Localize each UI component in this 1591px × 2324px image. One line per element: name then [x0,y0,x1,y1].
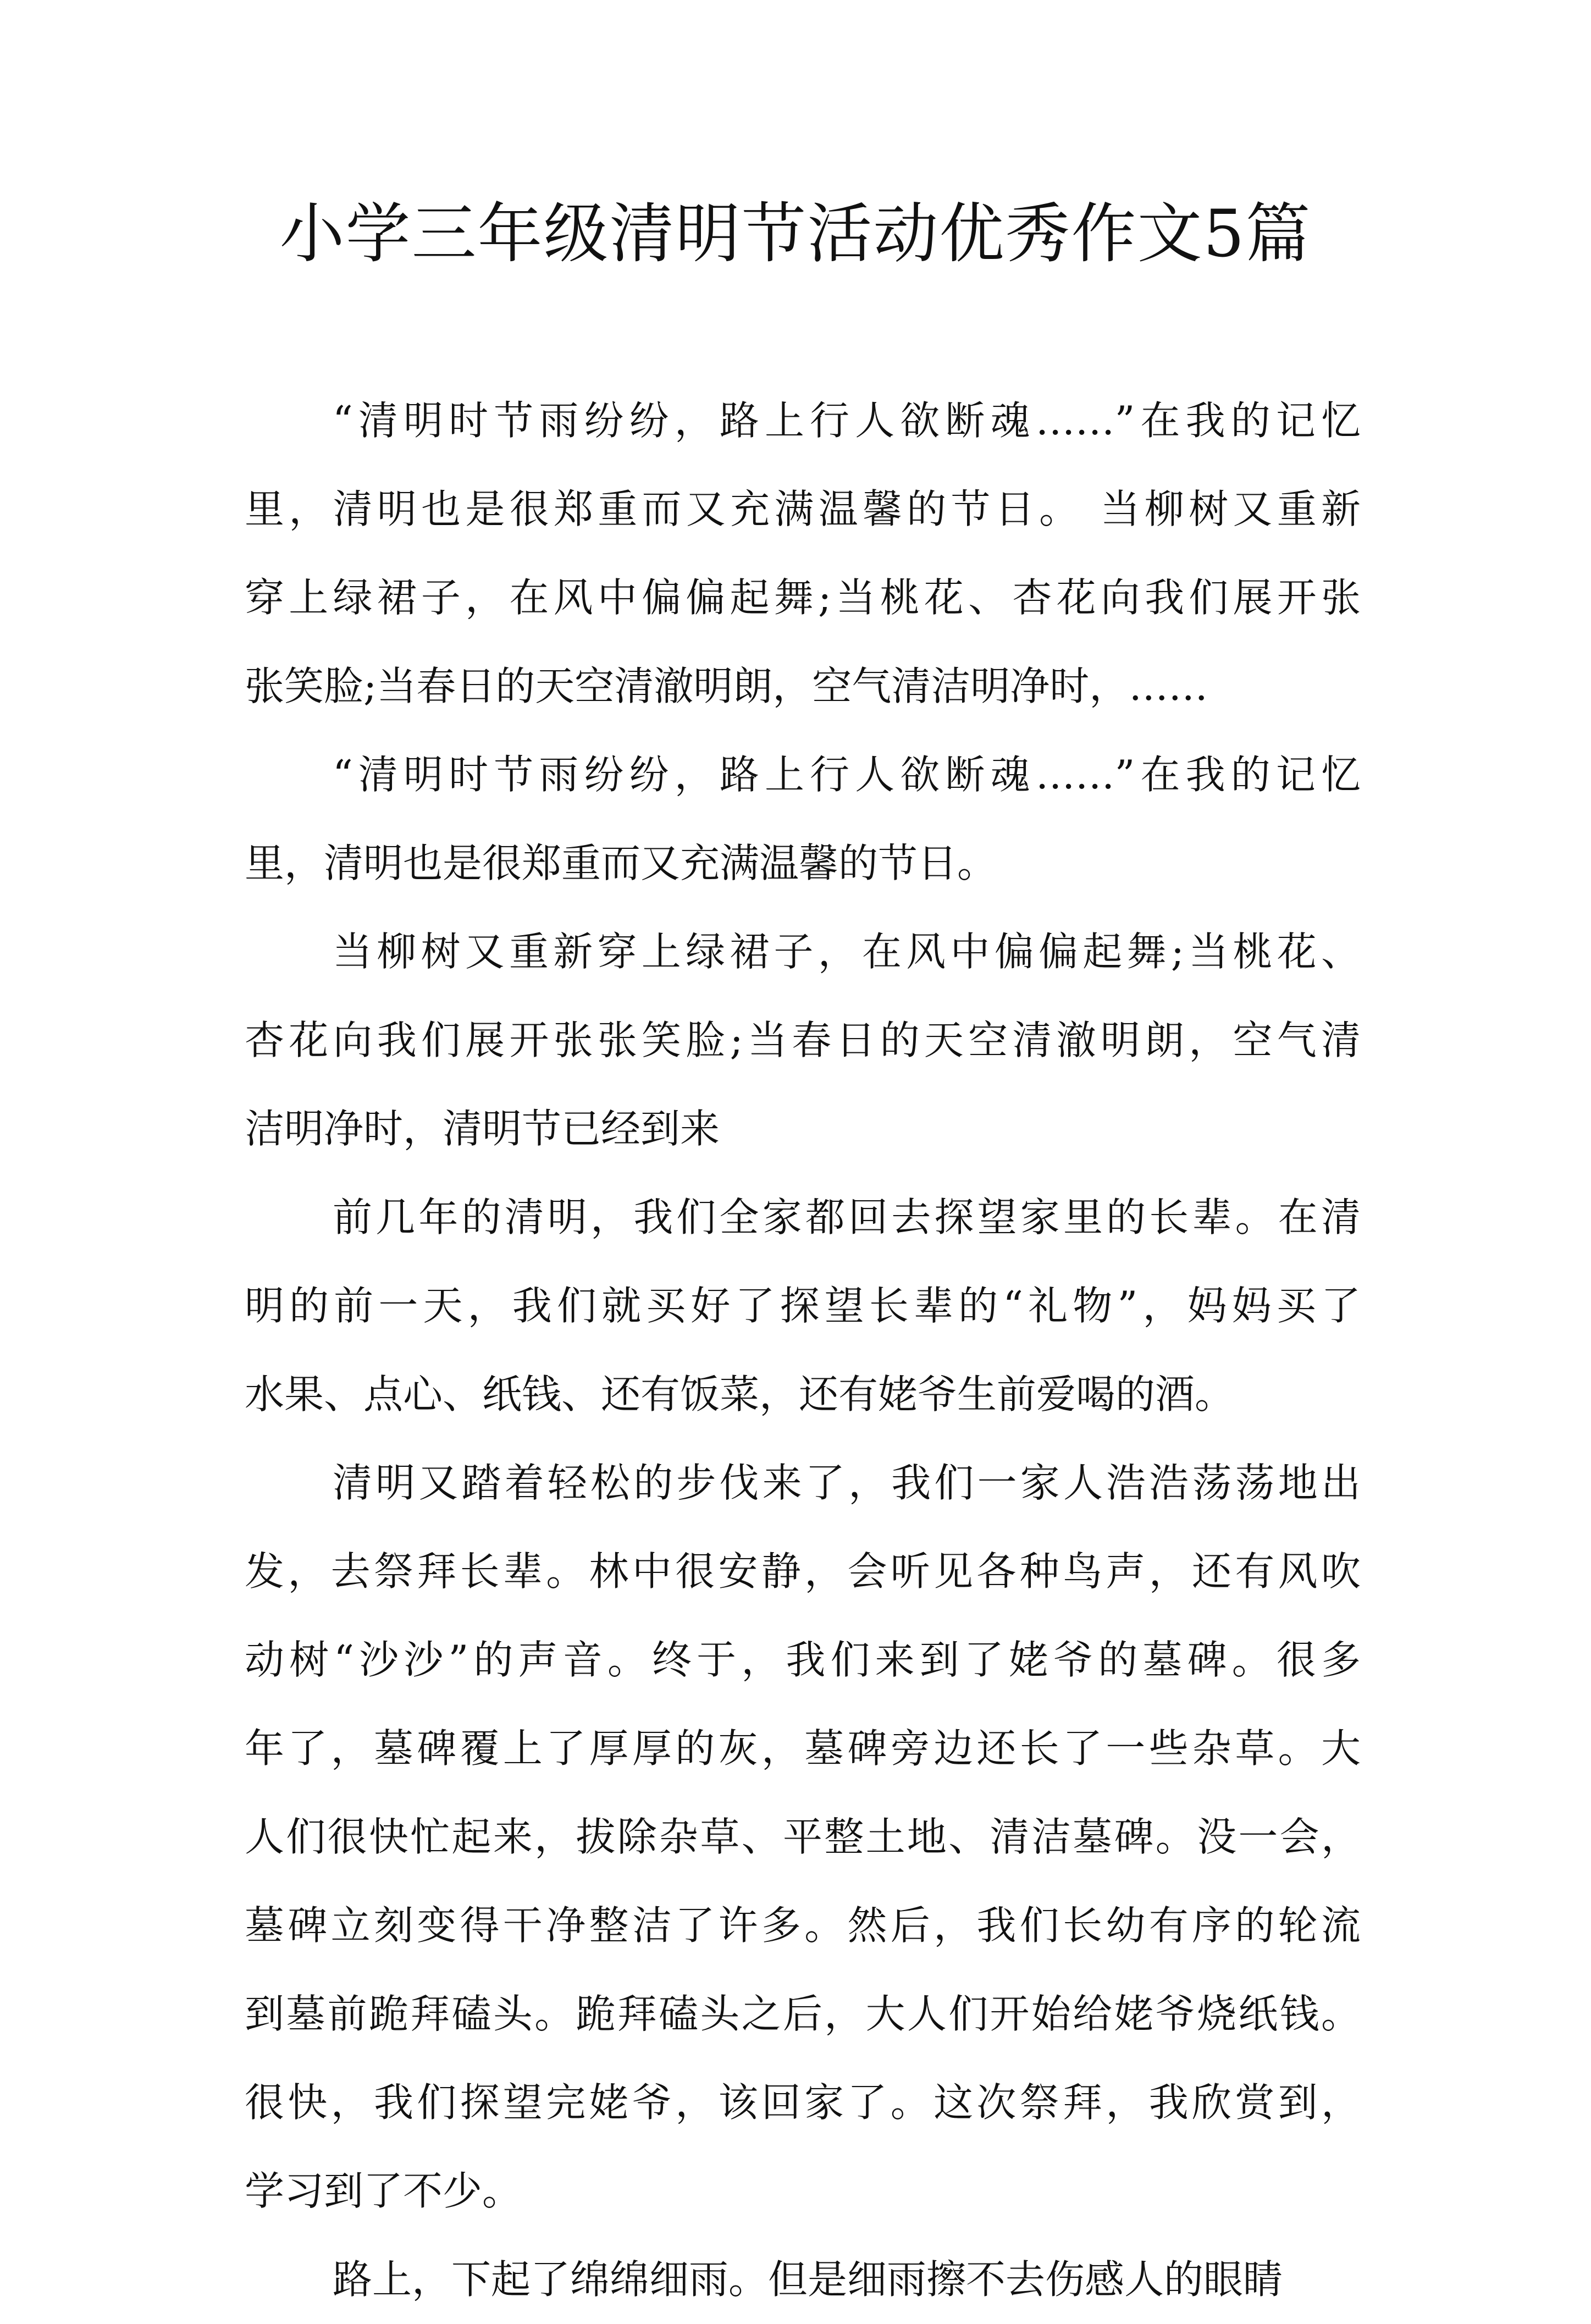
text-line: 人们很快忙起来，拔除杂草、平整土地、清洁墓碑。没一会， [245,1814,1361,1860]
text-line: 洁明净时，清明节已经到来 [245,1106,720,1152]
text-line: 穿上绿裙子，在风中偏偏起舞;当桃花、杏花向我们展开张 [245,575,1361,621]
text-line: 里，清明也是很郑重而又充满温馨的节日。 [245,840,997,886]
text-line: 到墓前跪拜磕头。跪拜磕头之后，大人们开始给姥爷烧纸钱。 [245,1991,1361,2037]
paragraph [245,1173,1361,1439]
paragraph [245,731,1361,908]
text-line: 里，清明也是很郑重而又充满温馨的节日。 当柳树又重新 [245,486,1361,532]
text-line: 清明又踏着轻松的步伐来了，我们一家人浩浩荡荡地出 [333,1460,1361,1506]
text-line: 水果、点心、纸钱、还有饭菜，还有姥爷生前爱喝的酒。 [245,1371,1235,1417]
text-line: 年了，墓碑覆上了厚厚的灰，墓碑旁边还长了一些杂草。大 [245,1725,1361,1771]
document-title: 小学三年级清明节活动优秀作文5篇 [279,196,1312,272]
text-line: “清明时节雨纷纷，路上行人欲断魂……”在我的记忆 [333,398,1361,444]
document-body [245,377,1361,2324]
text-line: 当柳树又重新穿上绿裙子，在风中偏偏起舞;当桃花、 [333,929,1361,975]
text-line: 路上，下起了绵绵细雨。但是细雨擦不去伤感人的眼睛 [333,2256,1283,2303]
text-line: 发，去祭拜长辈。林中很安静，会听见各种鸟声，还有风吹 [245,1548,1361,1594]
text-line: 前几年的清明，我们全家都回去探望家里的长辈。在清 [333,1194,1361,1240]
text-line: 学习到了不少。 [245,2168,522,2214]
paragraph [245,377,1361,731]
text-line: 动树“沙沙”的声音。终于，我们来到了姥爷的墓碑。很多 [245,1637,1361,1683]
paragraph [245,2235,1361,2324]
text-line: “清明时节雨纷纷，路上行人欲断魂……”在我的记忆 [333,752,1361,798]
text-line: 墓碑立刻变得干净整洁了许多。然后，我们长幼有序的轮流 [245,1902,1361,1948]
paragraph [245,1439,1361,2235]
text-line: 张笑脸;当春日的天空清澈明朗，空气清洁明净时，…… [245,663,1208,709]
paragraph [245,908,1361,1173]
text-line: 很快，我们探望完姥爷，该回家了。这次祭拜，我欣赏到， [245,2079,1361,2126]
text-line: 杏花向我们展开张张笑脸;当春日的天空清澈明朗，空气清 [245,1017,1361,1063]
text-line: 明的前一天，我们就买好了探望长辈的“礼物”，妈妈买了 [245,1283,1361,1329]
